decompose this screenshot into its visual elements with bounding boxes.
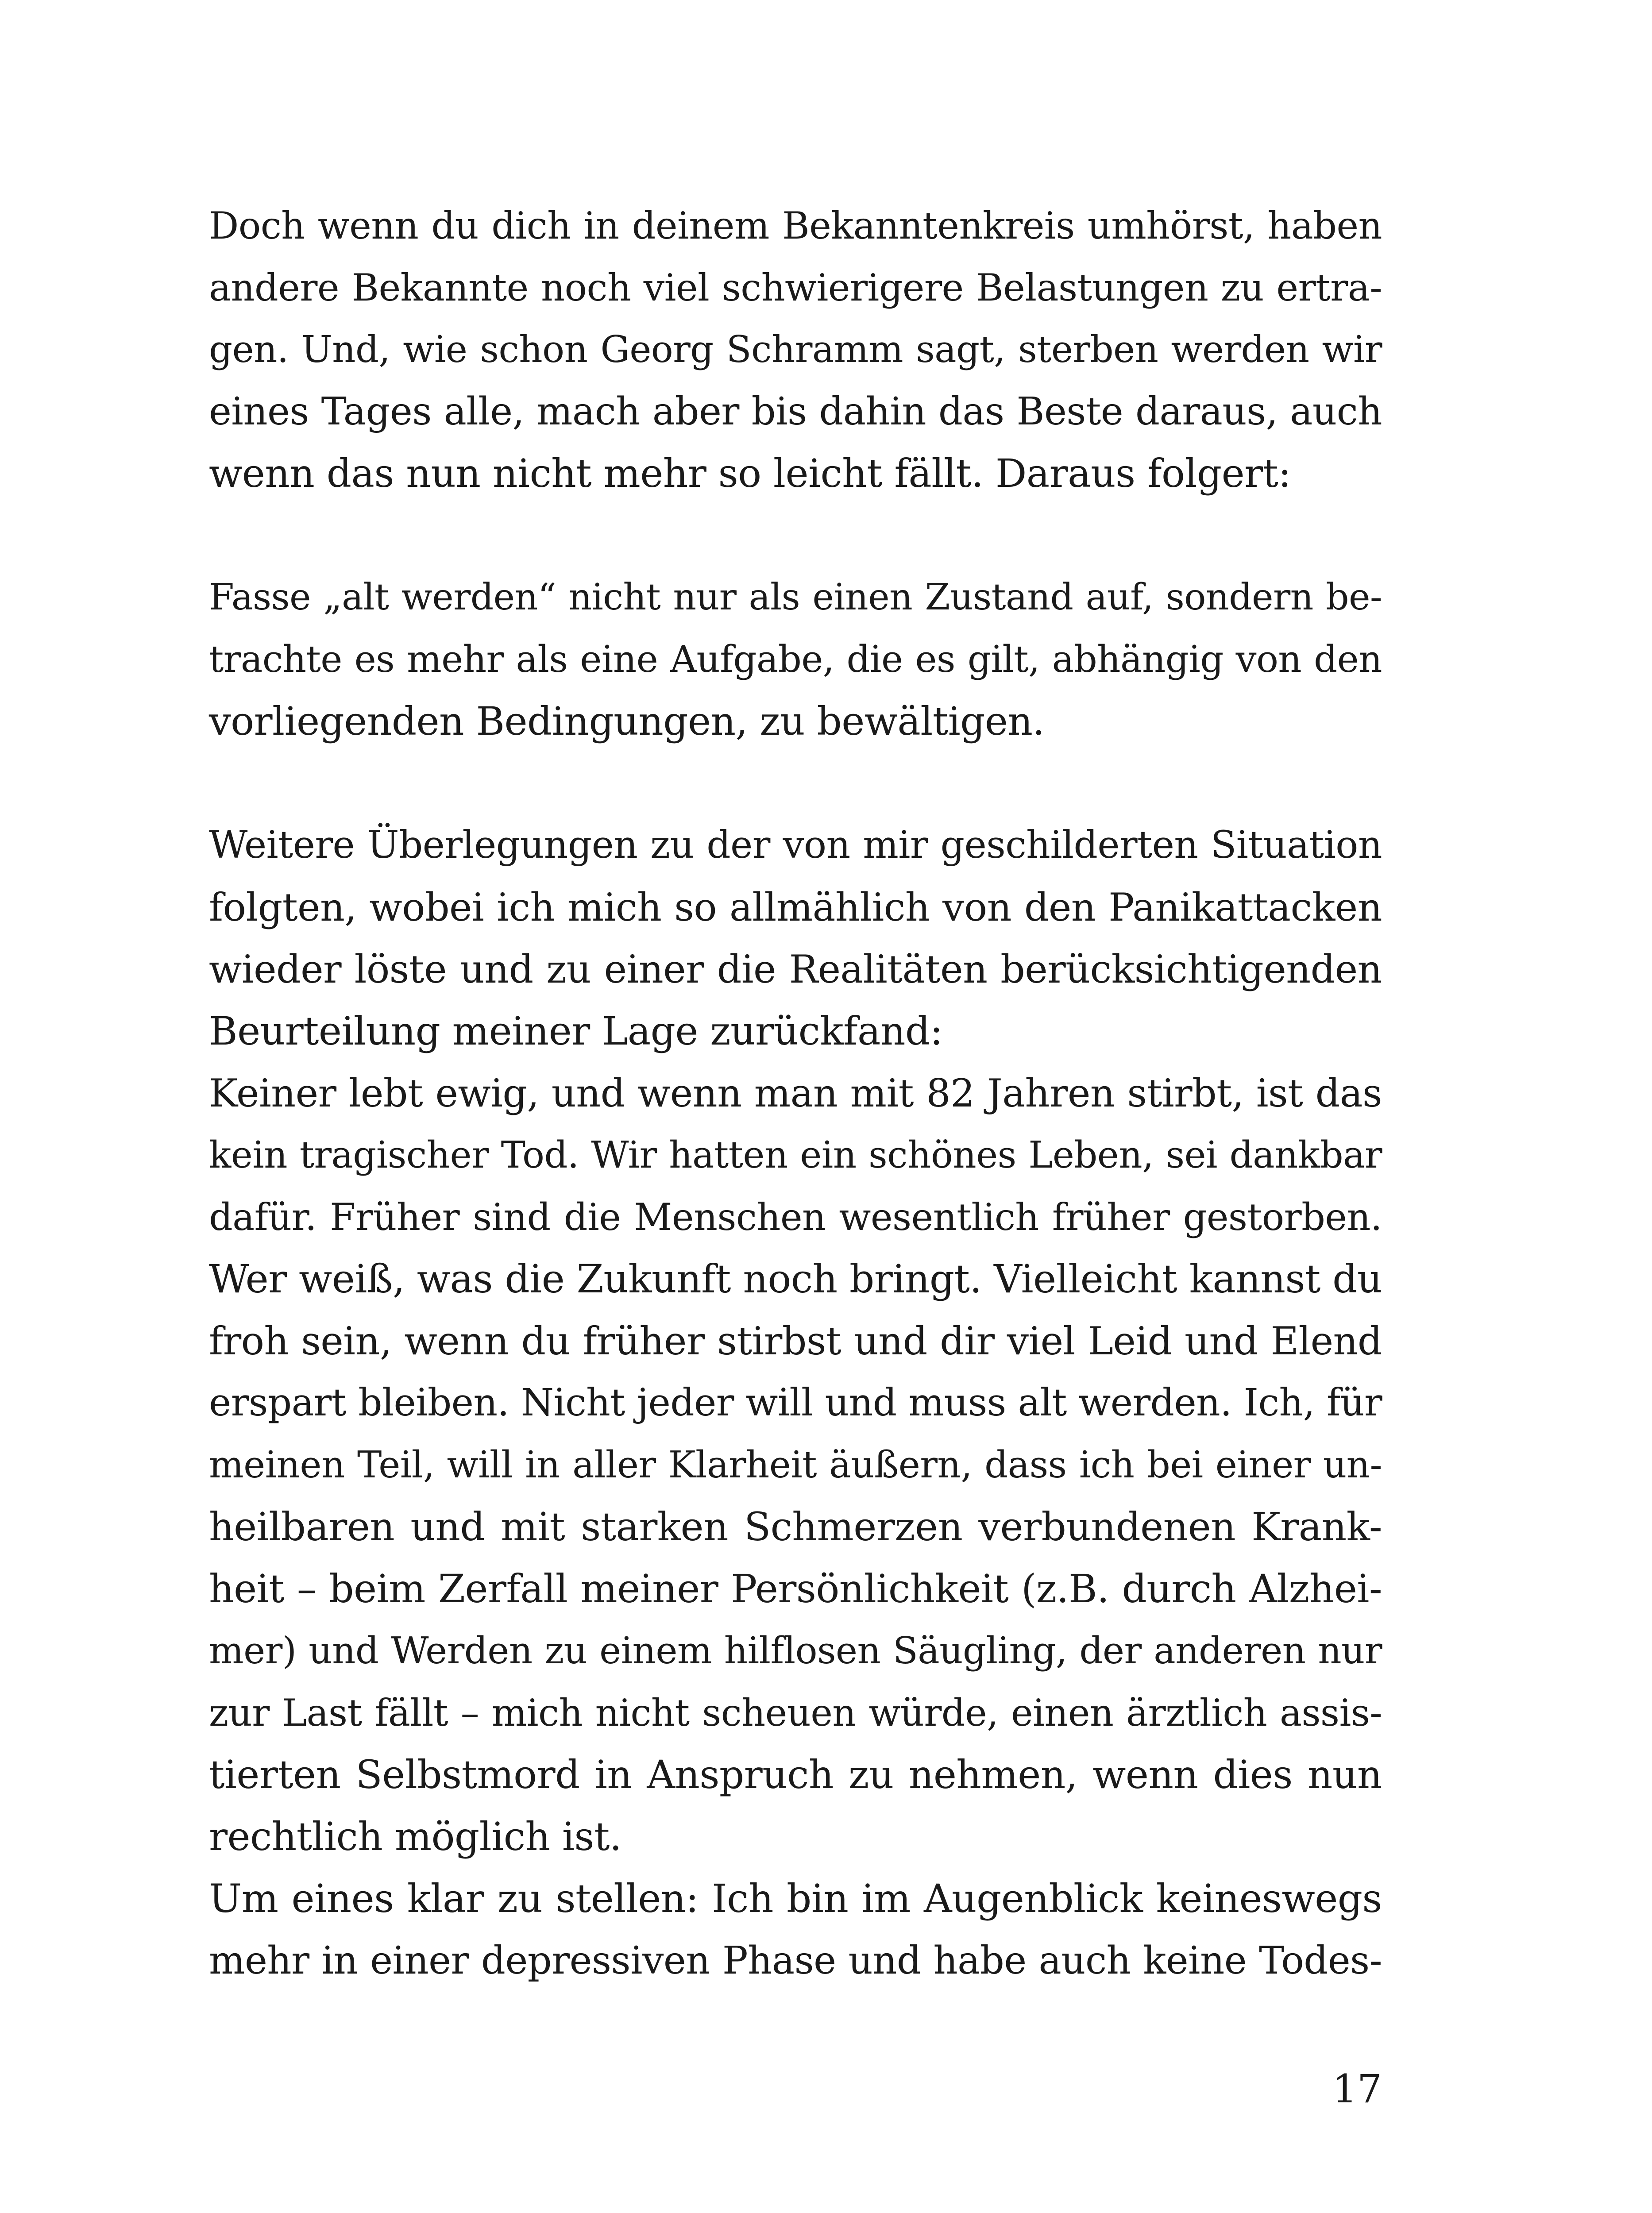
text-line: zur Last fällt – mich nicht scheuen würde, einen ärztlich assis- (209, 1691, 1382, 1735)
text-line: eines Tages alle, mach aber bis dahin das Beste daraus, auch (209, 389, 1382, 434)
text-line: tierten Selbstmord in Anspruch zu nehmen, wenn dies nun (209, 1752, 1382, 1797)
text-line: Weitere Überlegungen zu der von mir geschilderten Situation (209, 823, 1382, 867)
text-line: dafür. Früher sind die Menschen wesentlich früher gestorben. (209, 1195, 1382, 1239)
text-line: trachte es mehr als eine Aufgabe, die es gilt, abhängig von den (209, 638, 1382, 681)
text-line: mehr in einer depressiven Phase und habe auch keine Todes- (209, 1939, 1382, 1983)
page-number: 17 (1332, 2066, 1382, 2112)
text-line: meinen Teil, will in aller Klarheit äußern, dass ich bei einer un- (209, 1443, 1382, 1486)
text-line: wenn das nun nicht mehr so leicht fällt. Daraus folgert: (209, 451, 1291, 496)
text-line: Doch wenn du dich in deinem Bekanntenkreis umhörst, haben (209, 204, 1382, 247)
text-line: erspart bleiben. Nicht jeder will und muss alt werden. Ich, für (209, 1381, 1382, 1425)
text-line: Keiner lebt ewig, und wenn man mit 82 Jahren stirbt, ist das (209, 1071, 1382, 1116)
text-line: kein tragischer Tod. Wir hatten ein schönes Leben, sei dankbar (209, 1133, 1382, 1176)
text-line: Um eines klar zu stellen: Ich bin im Augenblick keineswegs (209, 1876, 1382, 1921)
text-line: mer) und Werden zu einem hilflosen Säugling, der anderen nur (209, 1629, 1382, 1672)
text-line: andere Bekannte noch viel schwierigere Belastungen zu ertra- (209, 266, 1382, 309)
text-line: froh sein, wenn du früher stirbst und dir viel Leid und Elend (209, 1319, 1382, 1364)
text-line: gen. Und, wie schon Georg Schramm sagt, sterben werden wir (209, 328, 1382, 371)
text-line: Fasse „alt werden“ nicht nur als einen Zustand auf, sondern be- (209, 576, 1382, 618)
text-line: wieder löste und zu einer die Realitäten berücksichtigenden (209, 947, 1382, 992)
text-line: Wer weiß, was die Zukunft noch bringt. Vielleicht kannst du (209, 1256, 1382, 1302)
text-line: rechtlich möglich ist. (209, 1814, 622, 1859)
text-line: vorliegenden Bedingungen, zu bewältigen. (209, 698, 1045, 744)
text-line: Beurteilung meiner Lage zurückfand: (209, 1008, 943, 1054)
text-line: heilbaren und mit starken Schmerzen verbundenen Krank- (209, 1504, 1382, 1550)
text-line: heit – beim Zerfall meiner Persönlichkeit (z.B. durch Alzhei- (209, 1566, 1382, 1612)
text-line: folgten, wobei ich mich so allmählich von den Panikattacken (209, 885, 1382, 930)
